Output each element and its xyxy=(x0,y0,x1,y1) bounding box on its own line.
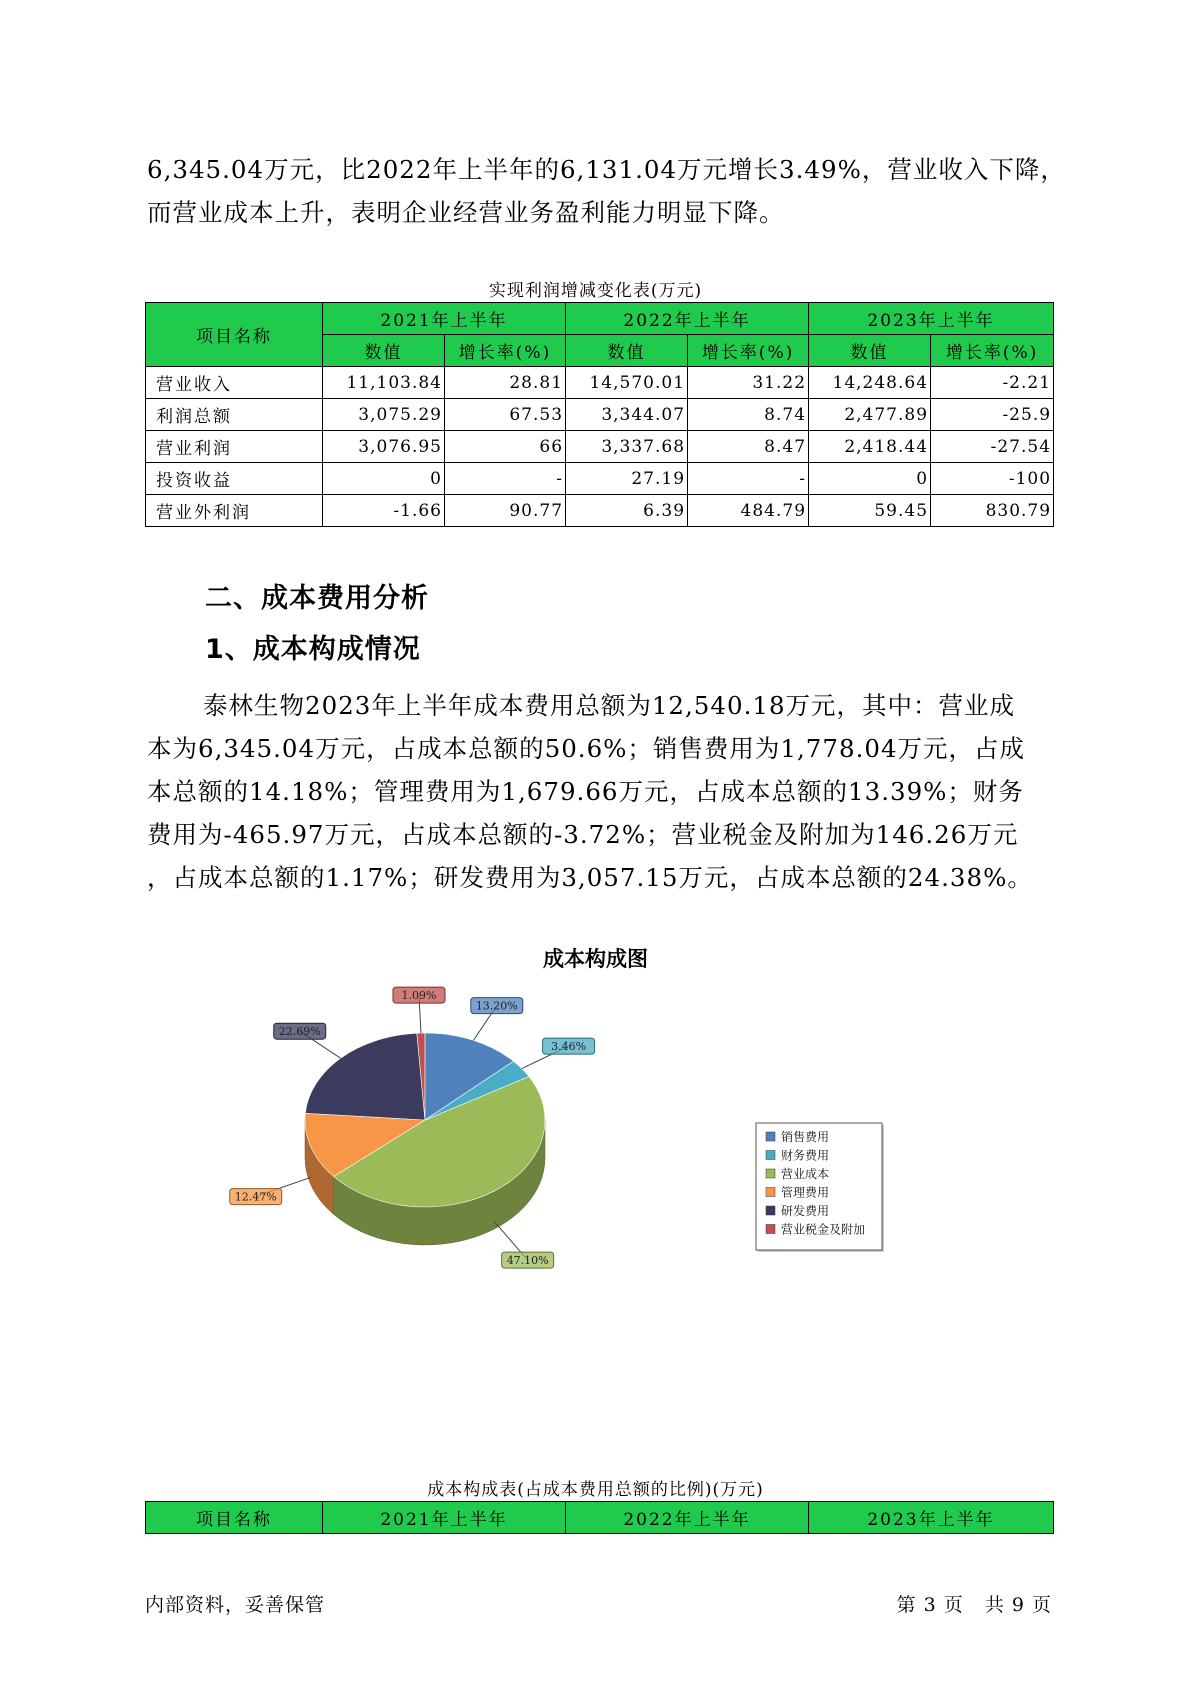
pie-data-label: 22.69% xyxy=(278,1025,321,1039)
row-name: 营业利润 xyxy=(146,431,323,463)
cell: 3,344.07 xyxy=(566,399,688,431)
cell: 27.19 xyxy=(566,463,688,495)
header-year: 2021年上半年 xyxy=(323,303,566,335)
row-name: 利润总额 xyxy=(146,399,323,431)
legend-entry: 营业成本 xyxy=(781,1167,830,1181)
cost-table xyxy=(145,1501,1054,1534)
cell: -27.54 xyxy=(931,431,1054,463)
cell: -1.66 xyxy=(323,495,445,527)
cell: 90.77 xyxy=(445,495,566,527)
cell: 3,075.29 xyxy=(323,399,445,431)
cell: 0 xyxy=(809,463,931,495)
header-growth: 增长率(%) xyxy=(445,335,566,367)
pie-data-label: 47.10% xyxy=(506,1254,549,1268)
pie-data-label: 13.20% xyxy=(475,999,518,1013)
legend-entry: 管理费用 xyxy=(781,1185,830,1200)
legend-swatch xyxy=(766,1188,775,1197)
header-value: 数值 xyxy=(566,335,688,367)
cost-line: 本为6,345.04万元，占成本总额的50.6%；销售费用为1,778.04万元，占成 xyxy=(147,734,1026,763)
header-year: 2023年上半年 xyxy=(809,303,1054,335)
header-item-name: 项目名称 xyxy=(146,303,323,367)
page-number: 第 3 页 共 9 页 xyxy=(896,1594,1052,1616)
header-growth: 增长率(%) xyxy=(688,335,809,367)
legend-entry: 研发费用 xyxy=(781,1204,830,1218)
cell: - xyxy=(688,463,809,495)
pie-data-label: 1.09% xyxy=(401,989,437,1003)
legend-swatch xyxy=(766,1132,775,1141)
cell: 14,248.64 xyxy=(809,367,931,399)
intro-line: 6,345.04万元，比2022年上半年的6,131.04万元增长3.49%，营业收入下降， xyxy=(147,155,1066,184)
section-heading: 二、成本费用分析 xyxy=(205,583,429,614)
cost-line: 费用为-465.97万元，占成本总额的-3.72%；营业税金及附加为146.26万元 xyxy=(147,820,1019,849)
cell: 67.53 xyxy=(445,399,566,431)
cell: -2.21 xyxy=(931,367,1054,399)
cell: 3,337.68 xyxy=(566,431,688,463)
cell: 8.74 xyxy=(688,399,809,431)
cell: 830.79 xyxy=(931,495,1054,527)
pie-data-label: 3.46% xyxy=(551,1040,587,1054)
cell: 31.22 xyxy=(688,367,809,399)
legend-swatch xyxy=(766,1206,775,1215)
header-year: 2021年上半年 xyxy=(323,1502,566,1534)
cell: 11,103.84 xyxy=(323,367,445,399)
cell: 8.47 xyxy=(688,431,809,463)
cell: -25.9 xyxy=(931,399,1054,431)
cell: 2,477.89 xyxy=(809,399,931,431)
legend-entry: 财务费用 xyxy=(781,1148,830,1163)
header-year: 2023年上半年 xyxy=(809,1502,1054,1534)
cell: 2,418.44 xyxy=(809,431,931,463)
legend-entry: 营业税金及附加 xyxy=(781,1222,866,1237)
legend-entry: 销售费用 xyxy=(781,1130,830,1144)
intro-line: 而营业成本上升，表明企业经营业务盈利能力明显下降。 xyxy=(147,198,785,227)
cell: 14,570.01 xyxy=(566,367,688,399)
chart-legend xyxy=(756,1123,884,1252)
pie-data-label: 12.47% xyxy=(234,1190,277,1204)
subsection-heading: 1、成本构成情况 xyxy=(205,634,421,665)
cost-line: 本总额的14.18%；管理费用为1,679.66万元，占成本总额的13.39%；财务 xyxy=(147,777,1024,806)
cost-line: 泰林生物2023年上半年成本费用总额为12,540.18万元，其中：营业成 xyxy=(203,691,1016,720)
header-year: 2022年上半年 xyxy=(566,1502,809,1534)
cell: - xyxy=(445,463,566,495)
header-item-name: 项目名称 xyxy=(146,1502,323,1534)
header-year: 2022年上半年 xyxy=(566,303,809,335)
footer-note: 内部资料，妥善保管 xyxy=(145,1594,326,1616)
chart-title: 成本构成图 xyxy=(543,947,648,971)
row-name: 营业外利润 xyxy=(146,495,323,527)
table-header-row xyxy=(146,1502,1054,1534)
header-growth: 增长率(%) xyxy=(931,335,1054,367)
cell: 0 xyxy=(323,463,445,495)
cell: -100 xyxy=(931,463,1054,495)
legend-swatch xyxy=(766,1169,775,1178)
cell: 59.45 xyxy=(809,495,931,527)
header-value: 数值 xyxy=(323,335,445,367)
cell: 66 xyxy=(445,431,566,463)
legend-swatch xyxy=(766,1151,775,1160)
cell: 484.79 xyxy=(688,495,809,527)
cost-line: ，占成本总额的1.17%；研发费用为3,057.15万元，占成本总额的24.38%。 xyxy=(147,863,1033,892)
cell: 6.39 xyxy=(566,495,688,527)
cost-table-caption: 成本构成表(占成本费用总额的比例)(万元) xyxy=(427,1480,764,1500)
cell: 3,076.95 xyxy=(323,431,445,463)
cell: 28.81 xyxy=(445,367,566,399)
profit-table-caption: 实现利润增减变化表(万元) xyxy=(488,281,703,301)
header-value: 数值 xyxy=(809,335,931,367)
row-name: 营业收入 xyxy=(146,367,323,399)
row-name: 投资收益 xyxy=(146,463,323,495)
legend-swatch xyxy=(766,1225,775,1234)
